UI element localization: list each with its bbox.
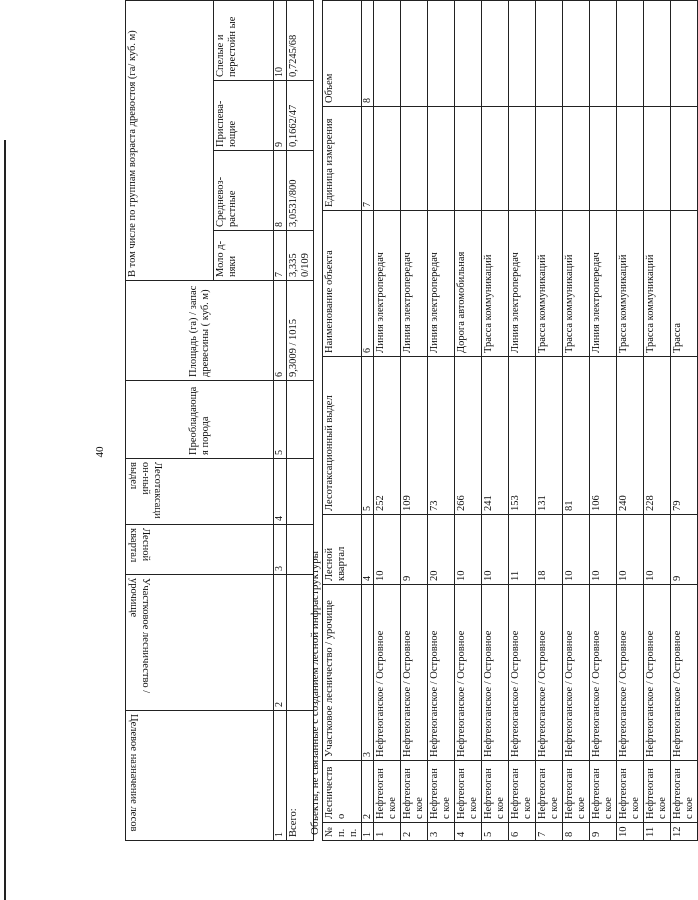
- row-volume: [401, 1, 428, 107]
- col-number: 4: [362, 515, 374, 585]
- row-district: Нефтеюганское / Островное: [590, 585, 617, 761]
- row-volume: [644, 1, 671, 107]
- table-row: [401, 1, 428, 841]
- row-district: Нефтеюганское / Островное: [428, 585, 455, 761]
- col-number: 8: [362, 1, 374, 107]
- row-object: Линия электропередач: [401, 211, 428, 357]
- row-number: 7: [536, 823, 563, 841]
- row-district: Нефтеюганское / Островное: [401, 585, 428, 761]
- col-number: 1: [274, 711, 287, 841]
- row-district: Нефтеюганское / Островное: [482, 585, 509, 761]
- row-unit: [482, 107, 509, 211]
- row-volume: [671, 1, 698, 107]
- row-allotment: 73: [428, 357, 455, 515]
- header-mature: Спелые и перестойн ые: [214, 1, 274, 81]
- column-numbers-row: [362, 1, 374, 841]
- row-quarter: 20: [428, 515, 455, 585]
- row-unit: [428, 107, 455, 211]
- row-object: Трасса коммуникаций: [617, 211, 644, 357]
- header-unit: Единица измерения: [323, 107, 362, 211]
- row-unit: [617, 107, 644, 211]
- col-number: 3: [362, 585, 374, 761]
- table-row: [482, 1, 509, 841]
- col-number: 2: [362, 761, 374, 823]
- row-quarter: 9: [401, 515, 428, 585]
- col-number: 4: [274, 459, 287, 525]
- row-object: Трасса: [671, 211, 698, 357]
- row-forestry: Нефтеюганс кое: [536, 761, 563, 823]
- row-forestry: Нефтеюганс кое: [563, 761, 590, 823]
- row-forestry: Нефтеюганс кое: [482, 761, 509, 823]
- col-number: 3: [274, 525, 287, 575]
- header-volume: Объем: [323, 1, 362, 107]
- row-forestry: Нефтеюганс кое: [374, 761, 401, 823]
- header-species: Преобладающая порода: [126, 381, 274, 459]
- column-numbers-row: [274, 1, 287, 841]
- row-object: Линия электропередач: [509, 211, 536, 357]
- row-quarter: 9: [671, 515, 698, 585]
- total-empty: [287, 381, 314, 459]
- row-unit: [644, 107, 671, 211]
- header-young: Моло д- няки: [214, 231, 274, 281]
- header-middle: Средневоз- растные: [214, 151, 274, 231]
- row-unit: [374, 107, 401, 211]
- row-quarter: 10: [590, 515, 617, 585]
- row-volume: [482, 1, 509, 107]
- row-quarter: 10: [563, 515, 590, 585]
- row-unit: [509, 107, 536, 211]
- col-number: 7: [274, 231, 287, 281]
- forest-stand-table: [125, 0, 314, 841]
- header-object: Наименование объекта: [323, 211, 362, 357]
- col-number: 8: [274, 151, 287, 231]
- row-quarter: 10: [374, 515, 401, 585]
- row-district: Нефтеюганское / Островное: [563, 585, 590, 761]
- row-allotment: 241: [482, 357, 509, 515]
- row-quarter: 10: [482, 515, 509, 585]
- row-number: 4: [455, 823, 482, 841]
- row-volume: [590, 1, 617, 107]
- row-quarter: 10: [617, 515, 644, 585]
- row-forestry: Нефтеюганс кое: [401, 761, 428, 823]
- header-allotment: Лесотаксацион-ный выдел: [126, 459, 274, 525]
- row-allotment: 81: [563, 357, 590, 515]
- row-allotment: 252: [374, 357, 401, 515]
- total-young: 3,335 0/109: [287, 231, 314, 281]
- page-number: 40: [94, 446, 106, 458]
- row-volume: [563, 1, 590, 107]
- row-object: Трасса коммуникаций: [536, 211, 563, 357]
- row-unit: [563, 107, 590, 211]
- col-number: 10: [274, 1, 287, 81]
- header-district: Участковое лесничество / урочище: [126, 575, 274, 711]
- table-row: [617, 1, 644, 841]
- row-number: 9: [590, 823, 617, 841]
- row-volume: [536, 1, 563, 107]
- row-forestry: Нефтеюганс кое: [590, 761, 617, 823]
- header-allotment: Лесотаксационный выдел: [323, 357, 362, 515]
- row-object: Линия электропередач: [590, 211, 617, 357]
- col-number: 6: [362, 211, 374, 357]
- row-object: Линия электропередач: [428, 211, 455, 357]
- infrastructure-objects-table: [322, 0, 698, 841]
- row-number: 11: [644, 823, 671, 841]
- row-allotment: 106: [590, 357, 617, 515]
- row-quarter: 18: [536, 515, 563, 585]
- row-forestry: Нефтеюганс кое: [509, 761, 536, 823]
- header-no: № п. п.: [323, 823, 362, 841]
- table-row: [455, 1, 482, 841]
- header-district: Участковое лесничество / урочище: [323, 585, 362, 761]
- row-allotment: 79: [671, 357, 698, 515]
- row-forestry: Нефтеюганс кое: [428, 761, 455, 823]
- row-number: 3: [428, 823, 455, 841]
- row-unit: [455, 107, 482, 211]
- row-object: Трасса коммуникаций: [644, 211, 671, 357]
- row-district: Нефтеюганское / Островное: [671, 585, 698, 761]
- row-district: Нефтеюганское / Островное: [644, 585, 671, 761]
- row-object: Линия электропередач: [374, 211, 401, 357]
- row-volume: [617, 1, 644, 107]
- row-unit: [536, 107, 563, 211]
- total-label: Всего:: [287, 711, 314, 841]
- row-allotment: 131: [536, 357, 563, 515]
- row-district: Нефтеюганское / Островное: [455, 585, 482, 761]
- header-purpose: Целевое назначение лесов: [126, 711, 274, 841]
- row-quarter: 10: [455, 515, 482, 585]
- row-number: 12: [671, 823, 698, 841]
- row-allotment: 228: [644, 357, 671, 515]
- row-object: Дорога автомобильная: [455, 211, 482, 357]
- row-unit: [671, 107, 698, 211]
- row-volume: [455, 1, 482, 107]
- row-forestry: Нефтеюганс кое: [644, 761, 671, 823]
- row-object: Трасса коммуникаций: [482, 211, 509, 357]
- row-district: Нефтеюганское / Островное: [617, 585, 644, 761]
- row-number: 6: [509, 823, 536, 841]
- row-unit: [590, 107, 617, 211]
- row-forestry: Нефтеюганс кое: [671, 761, 698, 823]
- row-district: Нефтеюганское / Островное: [509, 585, 536, 761]
- col-number: 6: [274, 281, 287, 381]
- row-district: Нефтеюганское / Островное: [374, 585, 401, 761]
- row-quarter: 10: [644, 515, 671, 585]
- col-number: 1: [362, 823, 374, 841]
- row-allotment: 266: [455, 357, 482, 515]
- row-volume: [374, 1, 401, 107]
- row-district: Нефтеюганское / Островное: [536, 585, 563, 761]
- col-number: 5: [362, 357, 374, 515]
- total-area: 9,3009 / 1015: [287, 281, 314, 381]
- row-volume: [428, 1, 455, 107]
- header-quarter: Лесной квартал: [126, 525, 274, 575]
- rotated-page-content: [125, 1, 695, 841]
- row-number: 2: [401, 823, 428, 841]
- table-row: [509, 1, 536, 841]
- total-pre-mature: 0,1662/47: [287, 81, 314, 151]
- row-forestry: Нефтеюганс кое: [455, 761, 482, 823]
- row-allotment: 240: [617, 357, 644, 515]
- table-row: [590, 1, 617, 841]
- row-allotment: 153: [509, 357, 536, 515]
- row-allotment: 109: [401, 357, 428, 515]
- row-number: 8: [563, 823, 590, 841]
- header-quarter: Лесной квартал: [323, 515, 362, 585]
- row-number: 10: [617, 823, 644, 841]
- header-pre-mature: Приспева- ющие: [214, 81, 274, 151]
- col-number: 9: [274, 81, 287, 151]
- total-middle: 3,0531/800: [287, 151, 314, 231]
- table-row: [671, 1, 698, 841]
- col-number: 2: [274, 575, 287, 711]
- header-area: Площадь (га) / запас древесины ( куб. м): [126, 281, 274, 381]
- table-row: [374, 1, 401, 841]
- binding-edge-line: [4, 140, 6, 900]
- row-quarter: 11: [509, 515, 536, 585]
- header-forestry: Лесничество: [323, 761, 362, 823]
- total-empty: [287, 459, 314, 525]
- table-row: [563, 1, 590, 841]
- table-row: [644, 1, 671, 841]
- section-caption: Объекты, не связанные с созданием лесной инфраструктуры: [309, 550, 321, 835]
- row-unit: [401, 107, 428, 211]
- total-mature: 0,7245/68: [287, 1, 314, 81]
- table-row: [536, 1, 563, 841]
- header-age-group: В том числе по группам возраста древостоя (га/ куб. м): [126, 1, 214, 281]
- row-forestry: Нефтеюганс кое: [617, 761, 644, 823]
- row-number: 5: [482, 823, 509, 841]
- table-row: [428, 1, 455, 841]
- col-number: 7: [362, 107, 374, 211]
- col-number: 5: [274, 381, 287, 459]
- objects-table-body: [374, 1, 698, 841]
- row-number: 1: [374, 823, 401, 841]
- row-object: Трасса коммуникаций: [563, 211, 590, 357]
- row-volume: [509, 1, 536, 107]
